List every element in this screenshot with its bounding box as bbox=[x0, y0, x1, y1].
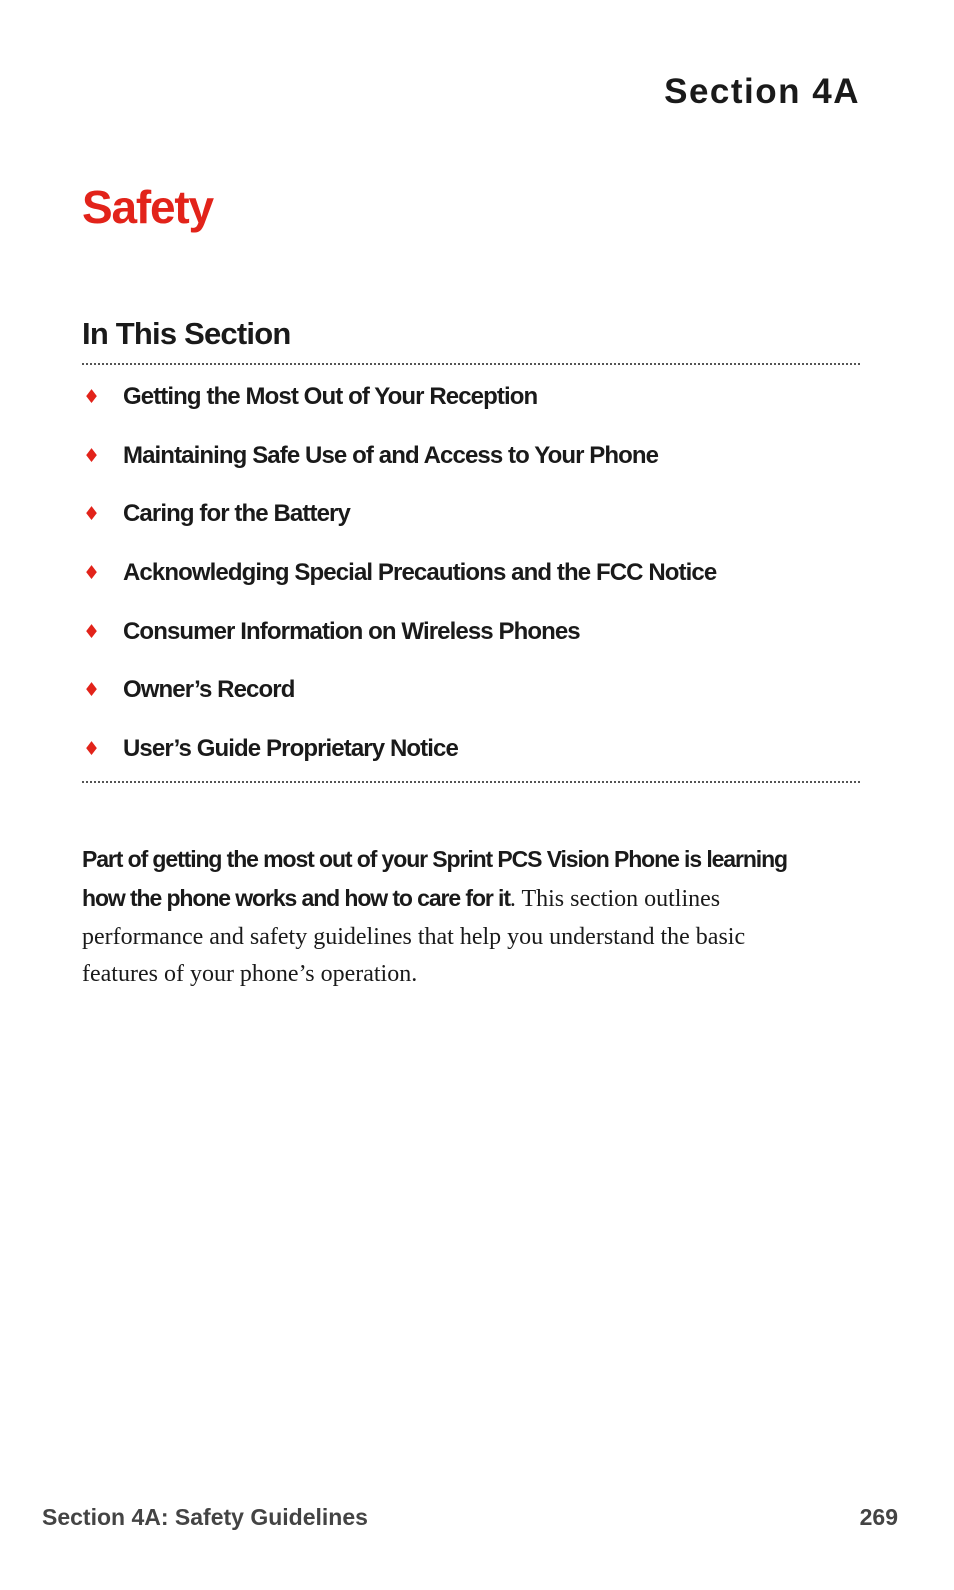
list-item-text: User’s Guide Proprietary Notice bbox=[123, 735, 458, 763]
page-number: 269 bbox=[859, 1504, 898, 1530]
list-item-text: Maintaining Safe Use of and Access to Your Phone bbox=[123, 441, 659, 469]
footer-running-title: Section 4A: Safety Guidelines bbox=[42, 1504, 368, 1530]
intro-body-text: . This section outlines performance and safety guidelines that help you understand the basic features of your phone’s operation. bbox=[82, 885, 746, 988]
list-item-text: Owner’s Record bbox=[123, 676, 295, 704]
section-contents-list bbox=[82, 380, 716, 791]
diamond-bullet-icon: ♦ bbox=[83, 444, 101, 467]
diamond-bullet-icon: ♦ bbox=[83, 738, 101, 761]
diamond-bullet-icon: ♦ bbox=[83, 620, 101, 643]
list-item-text: Consumer Information on Wireless Phones bbox=[123, 617, 580, 645]
list-item bbox=[82, 556, 716, 615]
list-item bbox=[82, 673, 716, 732]
section-label: Section 4A bbox=[664, 72, 860, 111]
intro-paragraph bbox=[82, 841, 802, 994]
list-item-text: Acknowledging Special Precautions and the FCC Notice bbox=[123, 559, 717, 587]
list-item-text: Getting the Most Out of Your Reception bbox=[123, 383, 538, 410]
diamond-bullet-icon: ♦ bbox=[83, 679, 101, 702]
in-this-section-heading: In This Section bbox=[82, 316, 291, 351]
diamond-bullet-icon: ♦ bbox=[83, 503, 101, 526]
list-item-text: Caring for the Battery bbox=[123, 500, 350, 528]
list-item bbox=[82, 497, 716, 556]
dotted-divider-top bbox=[82, 363, 860, 365]
diamond-bullet-icon: ♦ bbox=[83, 386, 101, 408]
chapter-title: Safety bbox=[82, 181, 213, 233]
intro-bold-lead: Part of getting the most out of your Sprint PCS Vision Phone is learning how the phone works and how to care for it bbox=[82, 846, 787, 911]
list-item bbox=[82, 439, 716, 498]
diamond-bullet-icon: ♦ bbox=[83, 562, 101, 585]
dotted-divider-bottom bbox=[82, 781, 860, 783]
list-item bbox=[82, 380, 716, 439]
list-item bbox=[82, 615, 716, 674]
